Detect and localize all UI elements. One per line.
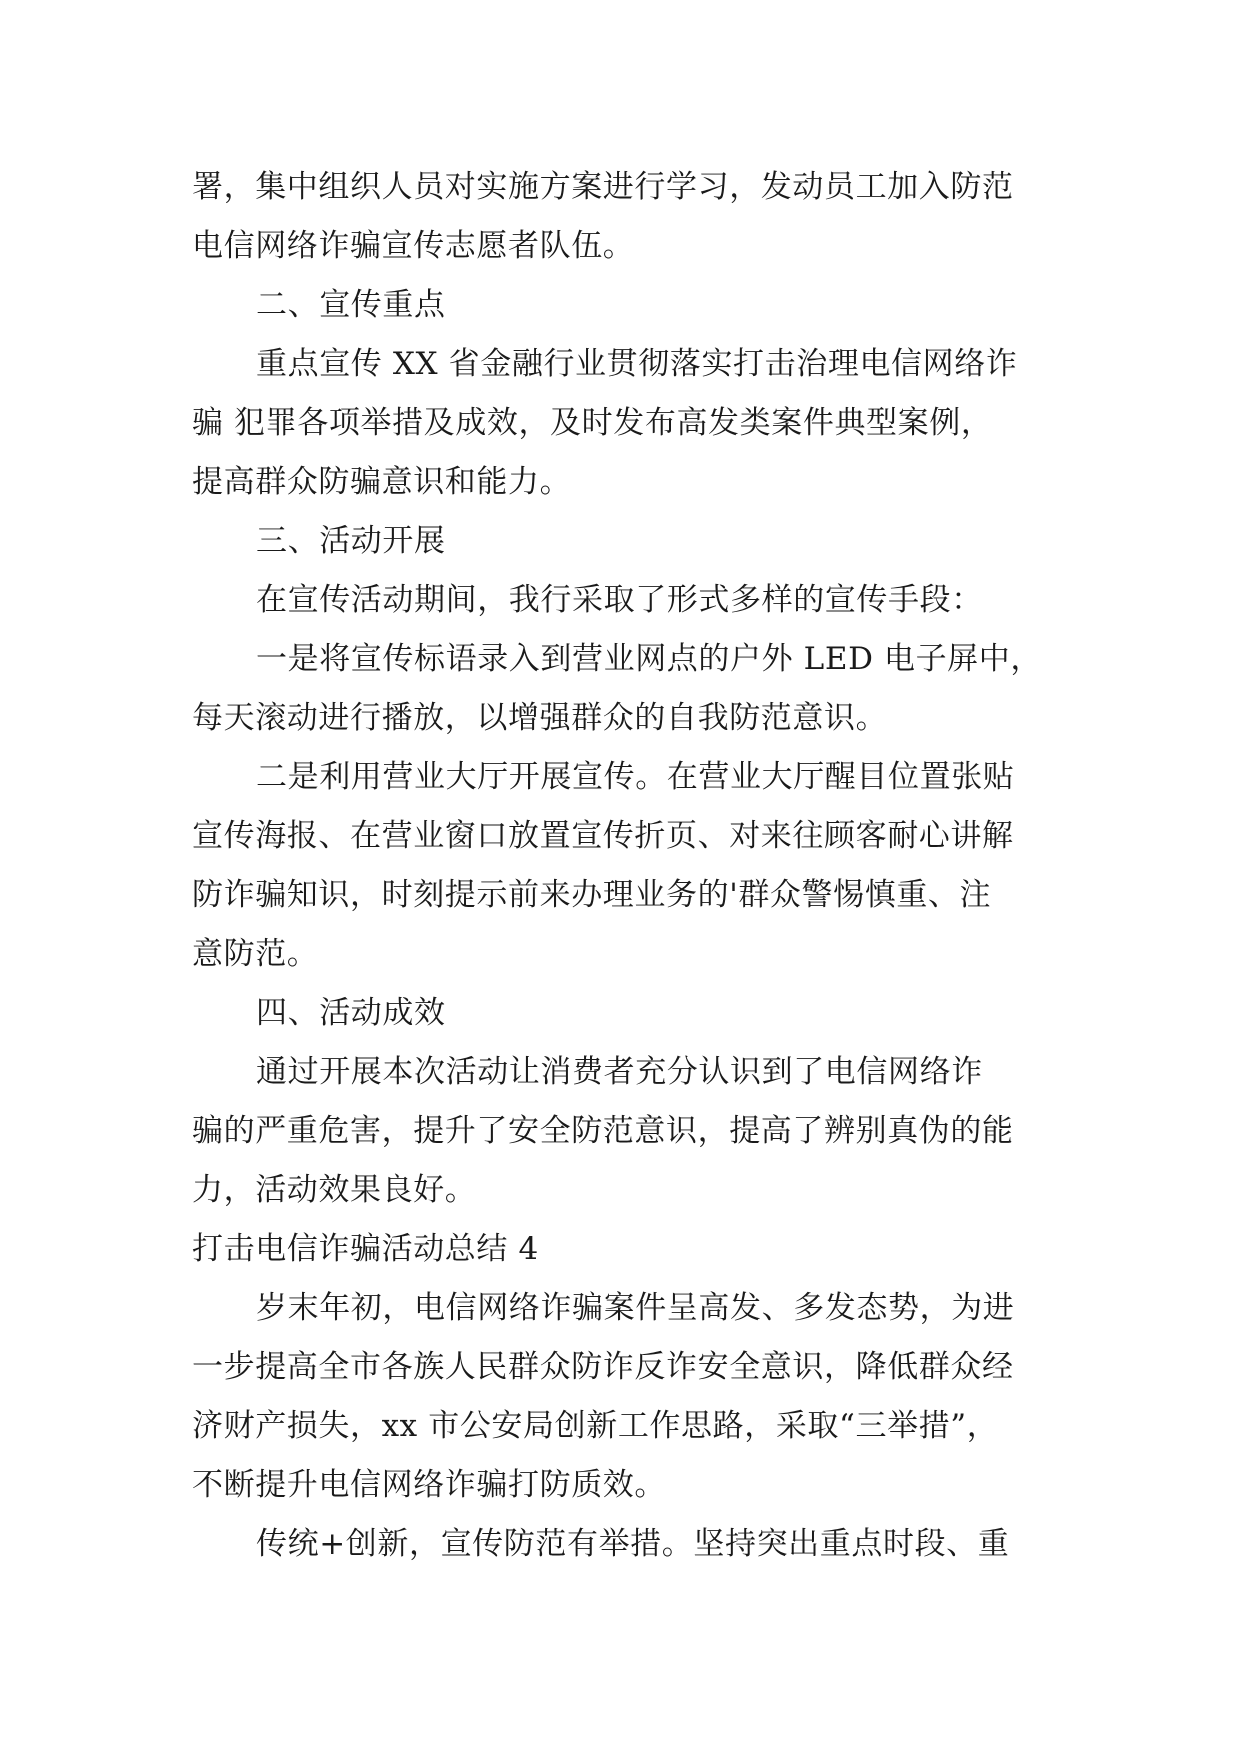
text-line: 不断提升电信网络诈骗打防质效。 xyxy=(192,1467,666,1503)
text-line: 通过开展本次活动让消费者充分认识到了电信网络诈 xyxy=(256,1054,983,1090)
section-heading: 二、宣传重点 xyxy=(256,287,446,323)
text-line: 宣传海报、在营业窗口放置宣传折页、对来往顾客耐心讲解 xyxy=(192,818,1014,854)
text-line: 骗 犯罪各项举措及成效，及时发布高发类案件典型案例， xyxy=(192,405,993,441)
text-line: 意防范。 xyxy=(192,936,319,972)
text-line: 二是利用营业大厅开展宣传。在营业大厅醒目位置张贴 xyxy=(256,759,1015,795)
section-heading: 三、活动开展 xyxy=(256,523,446,559)
text-line: 骗的严重危害，提升了安全防范意识，提高了辨别真伪的能 xyxy=(192,1113,1014,1149)
text-line: 署，集中组织人员对实施方案进行学习，发动员工加入防范 xyxy=(192,169,1014,205)
text-line: 一步提高全市各族人民群众防诈反诈安全意识，降低群众经 xyxy=(192,1349,1014,1385)
text-line: 防诈骗知识，时刻提示前来办理业务的'群众警惕慎重、注 xyxy=(192,877,992,913)
text-line: 电信网络诈骗宣传志愿者队伍。 xyxy=(192,228,635,264)
text-line: 传统+创新，宣传防范有举措。坚持突出重点时段、重 xyxy=(256,1526,1010,1562)
text-line: 提高群众防骗意识和能力。 xyxy=(192,464,572,500)
text-line: 岁末年初，电信网络诈骗案件呈高发、多发态势，为进 xyxy=(256,1290,1015,1326)
text-line: 重点宣传 XX 省金融行业贯彻落实打击治理电信网络诈 xyxy=(256,346,1018,382)
text-line: 每天滚动进行播放，以增强群众的自我防范意识。 xyxy=(192,700,888,736)
text-line: 在宣传活动期间，我行采取了形式多样的宣传手段： xyxy=(256,582,983,618)
text-line: 济财产损失，xx 市公安局创新工作思路，采取“三举措”， xyxy=(192,1408,999,1444)
document-title: 打击电信诈骗活动总结 4 xyxy=(192,1231,539,1267)
text-line: 一是将宣传标语录入到营业网点的户外 LED 电子屏中， xyxy=(256,641,1042,677)
document-body xyxy=(192,158,1072,1574)
text-line: 力，活动效果良好。 xyxy=(192,1172,477,1208)
section-heading: 四、活动成效 xyxy=(256,995,446,1031)
